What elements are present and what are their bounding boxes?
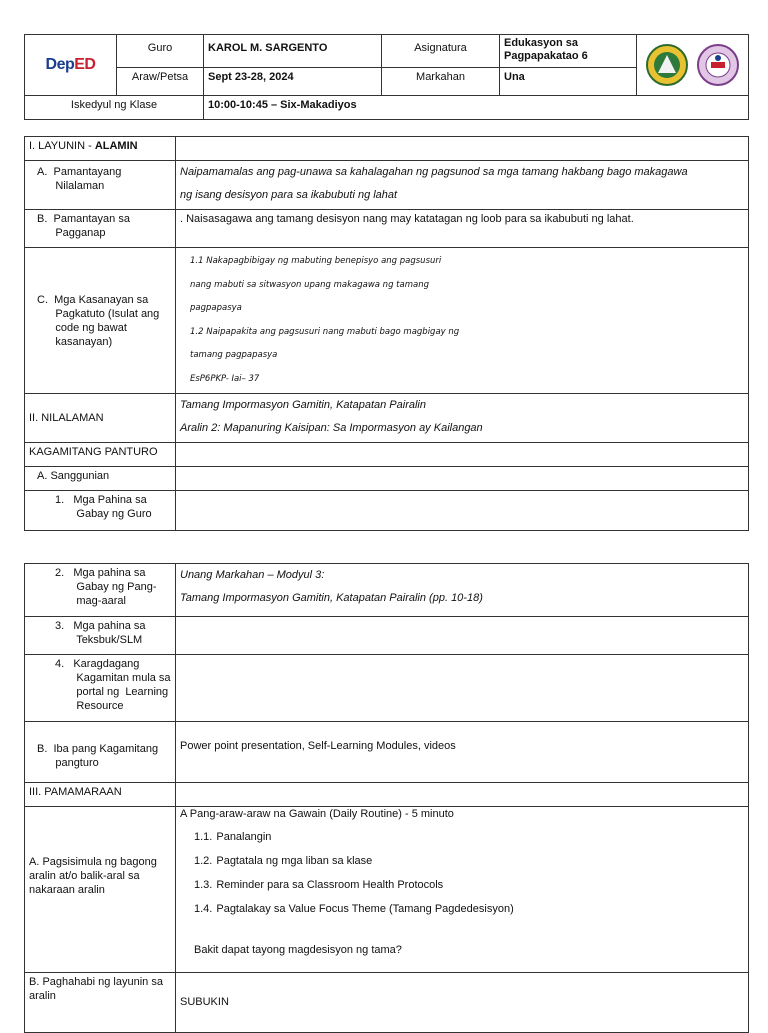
daily-routine-cell	[176, 807, 749, 973]
kasanayan-value: 1.1 Nakapagbibigay ng mabuting benepisyo ang pagsusuri nang mabuti sa sitwasyon upang makagawa ng tamang pagpapasya 1.2 Naipapakita ang pagsusuri nang mabuti bago magbigay ng tamang pagpapasya EsP6PKP- Iai– 37	[176, 248, 749, 394]
markahan-label: Markahan	[382, 68, 500, 96]
pahina-teksbuk-label: 3. Mga pahina sa Teksbuk/SLM	[25, 617, 176, 655]
pahina-guro-label: 1. Mga Pahina sa Gabay ng Guro	[25, 491, 176, 531]
deped-logo-cell	[25, 35, 117, 96]
routine-title: A Pang-araw-araw na Gawain (Daily Routine) - 5 minuto	[180, 808, 454, 820]
markahan-value: Una	[500, 68, 637, 96]
routine-item: 1.4. Pagtalakay sa Value Focus Theme (Tamang Pagdedesisyon)	[194, 903, 514, 915]
header-table	[24, 34, 749, 120]
kasanayan-label: C. Mga Kasanayan sa Pagkatuto (Isulat ang code ng bawat kasanayan)	[25, 248, 176, 394]
petsa-label: Araw/Petsa	[117, 68, 204, 96]
kagamitan-label: KAGAMITANG PANTURO	[25, 443, 176, 467]
routine-item: 1.3. Reminder para sa Classroom Health Protocols	[194, 879, 444, 891]
guro-value: KAROL M. SARGENTO	[204, 35, 382, 68]
division-seal-icon	[645, 43, 689, 87]
pagsisimula-label: A. Pagsisimula ng bagong aralin at/o balik-aral sa nakaraan aralin	[25, 807, 176, 973]
routine-question: Bakit dapat tayong magdesisyon ng tama?	[194, 944, 402, 956]
layunin-label: I. LAYUNIN - ALAMIN	[25, 137, 176, 161]
paghahabi-label: B. Paghahabi ng layunin sa aralin	[25, 973, 176, 1033]
subukin-value: SUBUKIN	[176, 973, 749, 1033]
karagdagang-kagamitan-label: 4. Karagdagang Kagamitan mula sa portal ng Learning Resource	[25, 655, 176, 722]
deped-logo: DepED	[45, 55, 96, 73]
iba-pang-kagamitan-value: Power point presentation, Self-Learning Modules, videos	[176, 722, 749, 783]
asignatura-label: Asignatura	[382, 35, 500, 68]
guro-label: Guro	[117, 35, 204, 68]
iskedyul-label: Iskedyul ng Klase	[25, 96, 204, 120]
nilalaman-label: II. NILALAMAN	[25, 394, 176, 443]
pahina-mag-aaral-label: 2. Mga pahina sa Gabay ng Pang- mag-aaral	[25, 564, 176, 617]
sanggunian-label: A. Sanggunian	[25, 467, 176, 491]
pamantayan-pagganap-value: . Naisasagawa ang tamang desisyon nang may katatagan ng loob para sa ikabubuti ng lahat.	[176, 210, 749, 248]
seals-cell	[637, 35, 749, 96]
iba-pang-kagamitan-label: B. Iba pang Kagamitang pangturo	[25, 722, 176, 783]
pamamaraan-label: III. PAMAMARAAN	[25, 783, 176, 807]
pamantayang-nilalaman-label: A. Pamantayang Nilalaman	[25, 161, 176, 210]
school-seal-icon	[696, 43, 740, 87]
pahina-mag-aaral-value: Unang Markahan – Modyul 3: Tamang Impormasyon Gamitin, Katapatan Pairalin (pp. 10-18)	[176, 564, 749, 617]
petsa-value: Sept 23-28, 2024	[204, 68, 382, 96]
asignatura-value: Edukasyon sa Pagpapakatao 6	[500, 35, 637, 68]
lesson-plan-table-1	[24, 136, 749, 531]
routine-item: 1.1. Panalangin	[194, 831, 272, 843]
nilalaman-value: Tamang Impormasyon Gamitin, Katapatan Pairalin Aralin 2: Mapanuring Kaisipan: Sa Impormasyon ay Kailangan	[176, 394, 749, 443]
iskedyul-value: 10:00-10:45 – Six-Makadiyos	[204, 96, 749, 120]
lesson-plan-table-2	[24, 563, 749, 1033]
pamantayan-pagganap-label: B. Pamantayan sa Pagganap	[25, 210, 176, 248]
pamantayang-nilalaman-value: Naipamamalas ang pag-unawa sa kahalagahan ng pagsunod sa mga tamang hakbang bago makagawa ng isang desisyon para sa ikabubuti ng lahat	[176, 161, 749, 210]
routine-item: 1.2. Pagtatala ng mga liban sa klase	[194, 855, 373, 867]
